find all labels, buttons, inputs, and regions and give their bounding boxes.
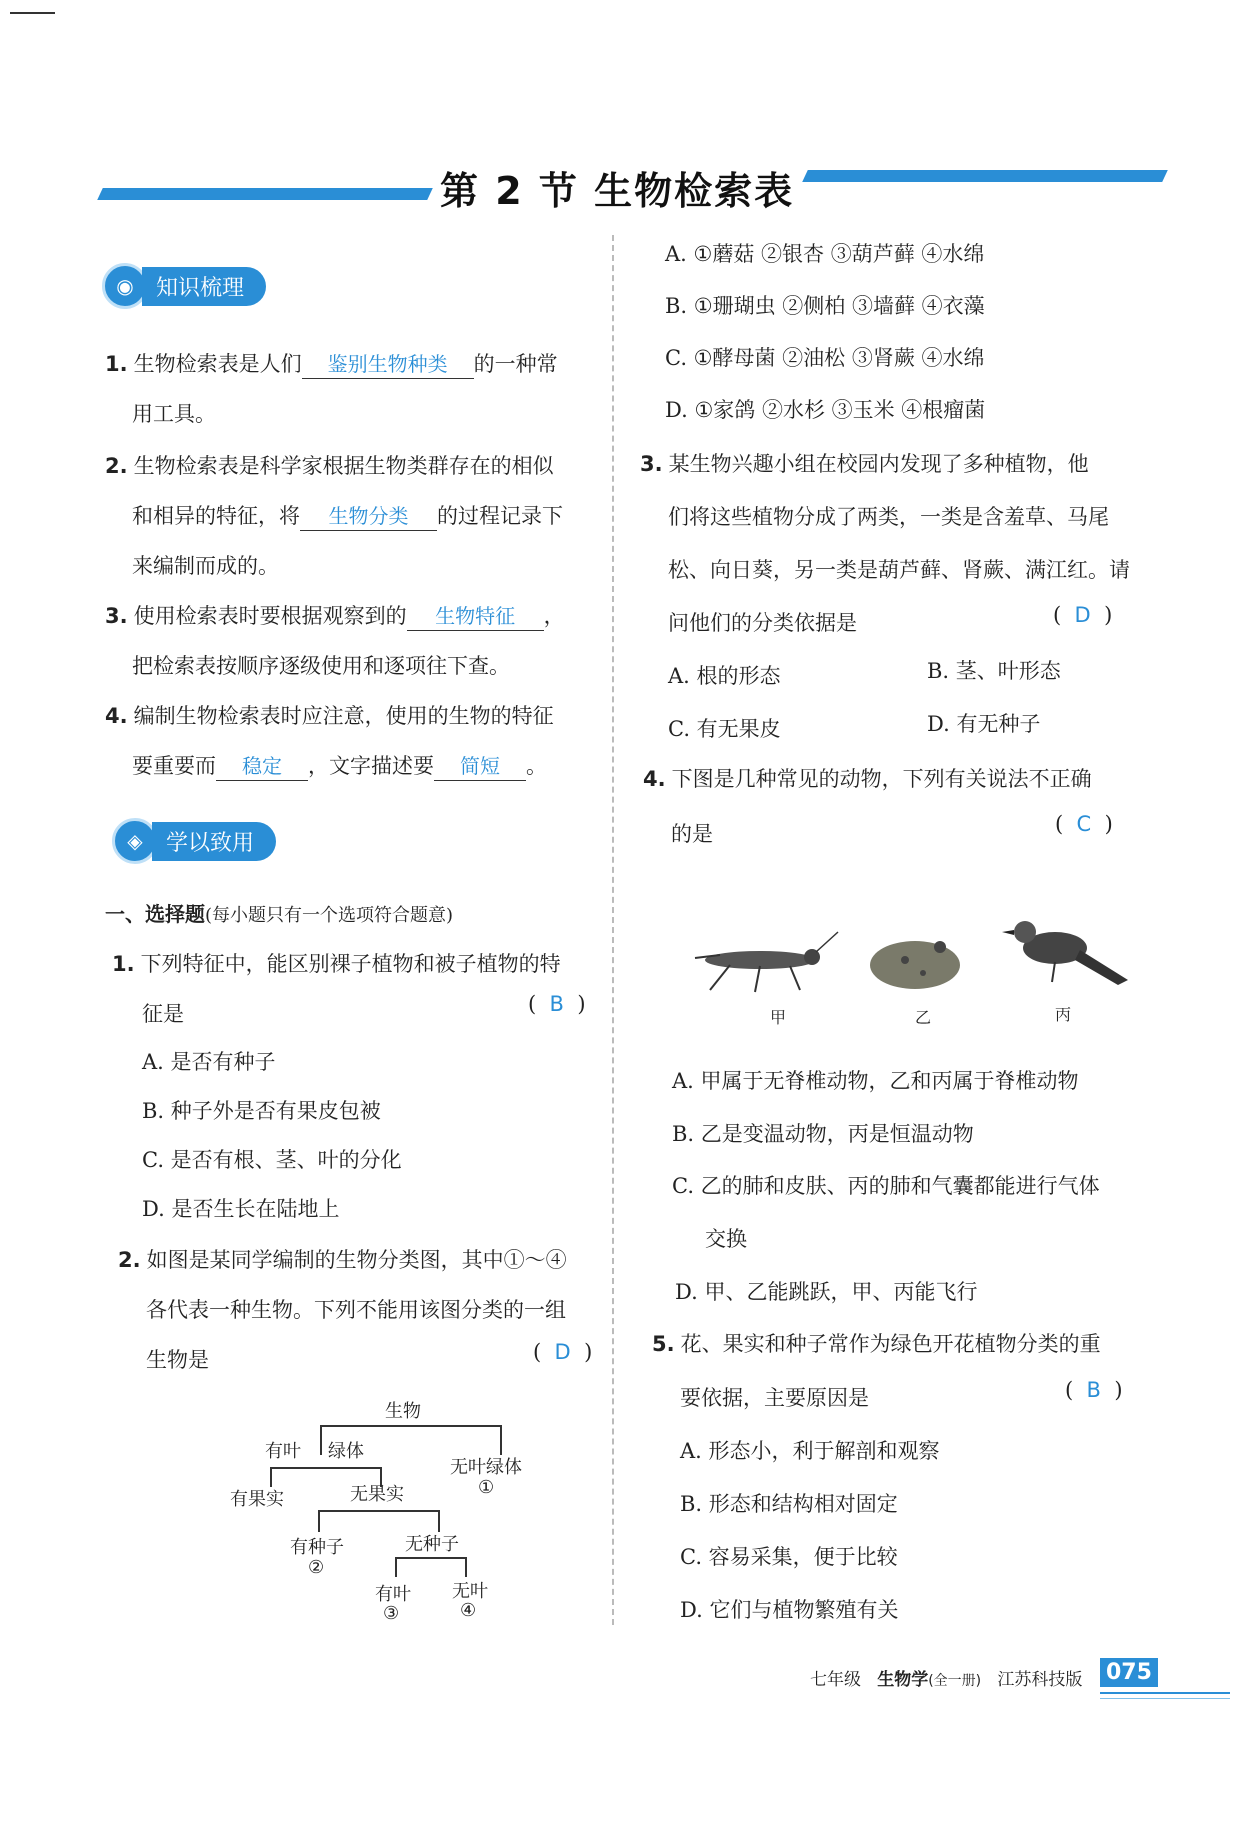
choice-question-5: 5. 花、果实和种子常作为绿色开花植物分类的重 xyxy=(652,1332,1101,1356)
choice-question-3-line2: 们将这些植物分成了两类，一类是含羞草、马尾 xyxy=(668,505,1109,529)
animal-label-yi: 乙 xyxy=(915,1008,932,1027)
answer-blank: 简短 xyxy=(434,752,526,781)
answer-paren: ( C ) xyxy=(1055,812,1113,836)
animal-pictures xyxy=(690,910,1130,1027)
section-badge-knowledge xyxy=(102,265,266,307)
fill-question-4-line2: 要重要而 稳定 ，文字描述要 简短 。 xyxy=(132,752,547,781)
choice-question-2-line2: 各代表一种生物。下列不能用该图分类的一组 xyxy=(146,1298,566,1322)
footer-publisher: 江苏科技版 xyxy=(997,1670,1083,1690)
tree-node-root: 生物 xyxy=(385,1401,421,1422)
eye-icon: ◉ xyxy=(102,263,148,309)
option: D. ①家鸽 ②水杉 ③玉米 ④根瘤菌 xyxy=(665,398,986,422)
answer-blank: 鉴别生物种类 xyxy=(302,350,474,379)
title-bar-right xyxy=(802,170,1168,182)
tree-node-i: 无叶 xyxy=(452,1581,488,1602)
choice-question-1: 1. 下列特征中，能区别裸子植物和被子植物的特 xyxy=(112,952,561,976)
answer-blank: 生物分类 xyxy=(300,502,437,531)
page-number: 075 xyxy=(1100,1658,1158,1687)
frog-image xyxy=(865,925,975,995)
diamond-icon: ◈ xyxy=(112,818,158,864)
fill-question-2: 2. 生物检索表是科学家根据生物类群存在的相似 xyxy=(105,454,554,478)
bird-image xyxy=(1000,910,1130,995)
footer-rule-thin xyxy=(1100,1698,1230,1699)
choice-question-3-line4: 问他们的分类依据是 xyxy=(668,611,857,635)
answer-blank: 生物特征 xyxy=(407,602,544,631)
footer-grade: 七年级 xyxy=(810,1670,861,1690)
option: A. ①蘑菇 ②银杏 ③葫芦藓 ④水绵 xyxy=(665,242,985,266)
section-badge-apply xyxy=(112,820,276,862)
choice-question-2-line3: 生物是 xyxy=(146,1348,209,1372)
choice-question-4: 4. 下图是几种常见的动物，下列有关说法不正确 xyxy=(643,767,1092,791)
footer-volume: (全一册) xyxy=(928,1673,982,1689)
choice-question-3-line3: 松、向日葵，另一类是葫芦藓、肾蕨、满江红。请 xyxy=(668,558,1130,582)
tree-node-b: 绿体 xyxy=(328,1441,364,1462)
fill-question-1: 1. 生物检索表是人们 鉴别生物种类 的一种常 xyxy=(105,350,558,379)
fill-question-2-line3: 来编制而成的。 xyxy=(132,554,279,578)
tree-node-f: 有种子 xyxy=(290,1537,344,1558)
tree-node-g: 无种子 xyxy=(405,1534,459,1555)
option: C. 有无果皮 xyxy=(668,717,781,741)
option: B. 形态和结构相对固定 xyxy=(680,1492,898,1516)
grasshopper-image xyxy=(690,930,840,1000)
choice-heading: 一、选择题(每小题只有一个选项符合题意) xyxy=(105,902,454,926)
option: C. 乙的肺和皮肤、丙的肺和气囊都能进行气体 xyxy=(672,1174,1100,1198)
option: B. 种子外是否有果皮包被 xyxy=(142,1099,381,1123)
option: A. 甲属于无脊椎动物，乙和丙属于脊椎动物 xyxy=(672,1069,1079,1093)
fill-question-4: 4. 编制生物检索表时应注意，使用的生物的特征 xyxy=(105,704,554,728)
option: B. 乙是变温动物，丙是恒温动物 xyxy=(672,1122,974,1146)
fill-question-3: 3. 使用检索表时要根据观察到的 生物特征 ， xyxy=(105,602,565,631)
animal-label-jia: 甲 xyxy=(770,1008,787,1027)
option: C. ①酵母菌 ②油松 ③肾蕨 ④水绵 xyxy=(665,346,985,370)
tree-node-e: 无果实 xyxy=(350,1484,404,1505)
answer-paren: ( D ) xyxy=(1053,603,1113,627)
corner-mark xyxy=(10,12,55,14)
tree-node-c: 无叶绿体 xyxy=(450,1457,522,1478)
footer-subject: 生物学 xyxy=(877,1670,929,1690)
tree-node-f-num: ② xyxy=(308,1557,325,1578)
column-divider xyxy=(612,235,614,1625)
answer-paren: ( B ) xyxy=(1065,1378,1123,1402)
tree-node-d: 有果实 xyxy=(230,1489,284,1510)
tree-node-i-num: ④ xyxy=(460,1600,477,1621)
choice-question-1-line2: 征是 xyxy=(142,1002,184,1026)
option: D. 甲、乙能跳跃，甲、丙能飞行 xyxy=(675,1280,978,1304)
choice-question-2: 2. 如图是某同学编制的生物分类图，其中①～④ xyxy=(118,1248,567,1272)
option: C. 容易采集，便于比较 xyxy=(680,1545,898,1569)
section-label: 学以致用 xyxy=(152,822,276,861)
option: D. 它们与植物繁殖有关 xyxy=(680,1598,899,1622)
option: D. 有无种子 xyxy=(927,712,1041,736)
answer-blank: 稳定 xyxy=(216,752,308,781)
tree-node-h-num: ③ xyxy=(383,1603,400,1624)
title-bar-left xyxy=(97,188,433,200)
footer xyxy=(810,1665,1082,1690)
choice-question-3: 3. 某生物兴趣小组在校园内发现了多种植物，他 xyxy=(640,452,1089,476)
fill-question-1-line2: 用工具。 xyxy=(132,402,216,426)
choice-question-5-line2: 要依据，主要原因是 xyxy=(680,1386,869,1410)
choice-question-4-line2: 的是 xyxy=(671,822,713,846)
option: A. 形态小，利于解剖和观察 xyxy=(680,1439,940,1463)
tree-node-c-num: ① xyxy=(478,1477,495,1498)
fill-question-3-line2: 把检索表按顺序逐级使用和逐项往下查。 xyxy=(132,654,510,678)
option: B. ①珊瑚虫 ②侧柏 ③墙藓 ④衣藻 xyxy=(665,294,985,318)
page-title: 第 2 节 生物检索表 xyxy=(440,169,795,213)
fill-question-2-line2: 和相异的特征，将 生物分类 的过程记录下 xyxy=(132,502,563,531)
tree-node-a: 有叶 xyxy=(265,1441,301,1462)
option: A. 根的形态 xyxy=(668,664,781,688)
answer-paren: ( B ) xyxy=(528,992,586,1016)
section-label: 知识梳理 xyxy=(142,267,266,306)
tree-node-h: 有叶 xyxy=(375,1584,411,1605)
option-continuation: 交换 xyxy=(705,1227,747,1251)
answer-paren: ( D ) xyxy=(533,1340,593,1364)
footer-rule xyxy=(1100,1692,1230,1694)
animal-label-bing: 丙 xyxy=(1055,1005,1072,1024)
option: A. 是否有种子 xyxy=(142,1050,276,1074)
classification-tree-diagram xyxy=(220,1385,580,1645)
option: C. 是否有根、茎、叶的分化 xyxy=(142,1148,402,1172)
option: B. 茎、叶形态 xyxy=(927,659,1061,683)
option: D. 是否生长在陆地上 xyxy=(142,1197,340,1221)
